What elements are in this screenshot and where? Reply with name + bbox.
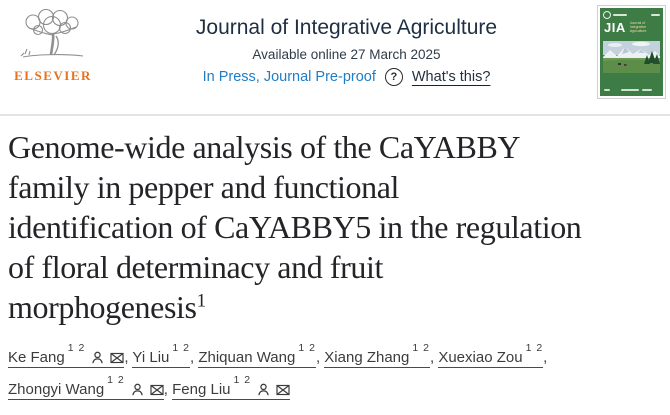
cover-subtitle: Journal of Integrative Agriculture — [629, 21, 647, 34]
available-online-date: Available online 27 March 2025 — [252, 47, 441, 62]
author-link[interactable] — [8, 373, 164, 400]
author-link[interactable] — [132, 342, 190, 368]
author-affiliation-superscript: 1 2 — [525, 342, 544, 354]
author-name: Zhiquan Wang — [198, 349, 296, 366]
cover-landscape-photo — [603, 41, 660, 73]
author-name: Xiang Zhang — [324, 349, 410, 366]
author-separator: , — [163, 380, 173, 398]
author-link[interactable] — [198, 342, 316, 368]
author-separator: , — [315, 349, 325, 366]
cover-jia-wordmark: JIA — [604, 20, 626, 35]
journal-info — [96, 5, 597, 86]
elsevier-tree-icon — [15, 9, 91, 61]
article-title-line: of floral determinacy and fruit — [8, 249, 383, 285]
cover-masthead-row — [603, 11, 660, 19]
author-separator: , — [429, 349, 439, 366]
author-person-icon — [91, 351, 104, 364]
in-press-row — [96, 68, 597, 86]
author-separator: , — [124, 349, 133, 366]
author-name: Yi Liu — [132, 349, 170, 366]
article-title-line: identification of CaYABBY5 in the regulation — [8, 209, 582, 245]
author-person-icon — [131, 383, 144, 396]
author-affiliation-superscript: 1 2 — [172, 342, 190, 354]
article-title — [8, 127, 662, 327]
elsevier-wordmark: ELSEVIER — [14, 68, 92, 83]
author-link[interactable] — [324, 342, 430, 368]
author-email-icon — [276, 384, 290, 396]
help-icon[interactable]: ? — [385, 68, 403, 86]
author-separator: , — [543, 349, 548, 366]
author-affiliation-superscript: 1 2 — [298, 342, 316, 354]
header-divider — [0, 114, 670, 116]
whats-this-link[interactable]: What's this? — [411, 69, 491, 85]
author-link[interactable] — [8, 342, 124, 368]
author-link[interactable] — [172, 373, 290, 400]
elsevier-logo[interactable] — [10, 5, 96, 84]
journal-cover-thumbnail[interactable] — [597, 5, 666, 99]
author-list — [8, 340, 662, 403]
author-email-icon — [150, 384, 164, 396]
cover-title-row — [604, 21, 660, 34]
author-name: Xuexiao Zou — [438, 349, 523, 366]
journal-cover-art — [600, 8, 663, 96]
author-separator: , — [189, 349, 199, 366]
article-title-line: morphogenesis$^1$ — [8, 289, 206, 325]
author-affiliation-superscript: 1 2 — [107, 373, 125, 386]
author-affiliation-superscript: 1 2 — [67, 342, 86, 354]
author-name: Zhongyi Wang — [8, 380, 105, 398]
in-press-link[interactable]: In Press, Journal Pre-proof — [202, 69, 376, 85]
author-link[interactable] — [438, 342, 544, 368]
article-main — [0, 127, 670, 403]
cover-footer-row — [604, 89, 659, 91]
article-title-line: Genome-wide analysis of the CaYABBY — [8, 129, 521, 165]
author-person-icon — [257, 383, 270, 396]
author-affiliation-superscript: 1 2 — [412, 342, 430, 354]
author-affiliation-superscript: 1 2 — [233, 373, 252, 386]
author-name: Feng Liu — [172, 380, 231, 398]
journal-header — [0, 0, 670, 108]
title-footnote-marker: 1 — [196, 290, 206, 312]
journal-title-link[interactable]: Journal of Integrative Agriculture — [195, 16, 498, 39]
author-name: Ke Fang — [8, 349, 65, 366]
author-email-icon — [110, 352, 124, 364]
cover-emblem-icon — [603, 11, 611, 19]
article-title-line: family in pepper and functional — [8, 169, 400, 205]
